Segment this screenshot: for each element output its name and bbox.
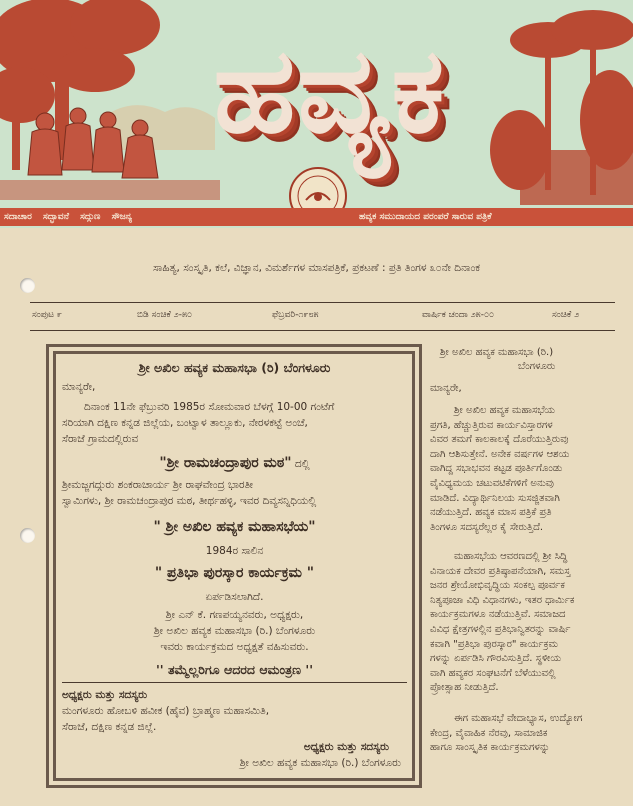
right-para3-line: ಹಾಗೂ ಸಾಂಸ್ಕೃತಿಕ ಕಾರ್ಯಕ್ರಮಗಳನ್ನು [430,742,550,754]
notice-year-line: 1984ರ ಸಾಲಿನ [205,545,264,557]
right-para2-line: ನಿತ್ಯಪೂಜಾ ವಿಧಿ ವಿಧಾನಗಳು, ಇತರ ಧಾರ್ಮಿಕ [430,594,575,606]
right-para2-line: ವಿವಿಧ ಕ್ಷೇತ್ರಗಳಲ್ಲಿನ ಪ್ರತಿಭಾನ್ವಿತರನ್ನು ವಾರ್ಷಿ [430,624,571,635]
right-para1-line: ಶ್ರೀ ಅಖಿಲ ಹವ್ಯಕ ಮಹಾಸಭೆಯ [454,405,555,416]
right-para1-line: ದಾಗಿ ಆಶಿಸುತ್ತೇನೆ. ಅನೇಕ ವರ್ಷಗಳ ಆಶಯ [430,448,570,460]
issue-number: ಸಂಚಿಕೆ ೨ [552,310,580,320]
notice-org-heading: ಶ್ರೀ ಅಖಿಲ ಹವ್ಯಕ ಮಹಾಸಭಾ (ರಿ) ಬೆಂಗಳೂರು [138,360,331,375]
notice-president-line: ಇವರು ಕಾರ್ಯಕ್ರಮದ ಅಧ್ಯಕ್ಷತೆ ವಹಿಸುವರು. [160,641,309,653]
slogan-5: ಹವ್ಯಕ ಸಮುದಾಯದ ಪರಂಪರೆ ಸಾರುವ ಪತ್ರಿಕೆ [359,212,492,222]
slogan-1: ಸದಾಚಾರ [4,212,32,222]
right-heading-1: ಶ್ರೀ ಅಖಿಲ ಹವ್ಯಕ ಮಹಾಸಭಾ (ರಿ.) [440,347,554,358]
right-salutation: ಮಾನ್ಯರೇ, [430,383,462,394]
right-para2-line: ವಿನಾಯಕ ದೇವರ ಪ್ರತಿಷ್ಠಾಪನೆಯಾಗಿ, ಸಮಸ್ತ [430,565,571,577]
tagline: ಸಾಹಿತ್ಯ, ಸಂಸ್ಕೃತಿ, ಕಲೆ, ವಿಜ್ಞಾನ, ವಿಮರ್ಶೆಗಳ ಮಾಸಪತ್ರಿಕೆ, ಪ್ರಕಟಣೆ : ಪ್ರತಿ ತಿಂಗಳ ೩೦ನೇ ದಿನಾಂಕ [153,262,480,274]
issue-volume: ಸಂಪುಟ ೯ [32,310,62,320]
right-para2-line: ಕವಾಗಿ "ಪ್ರತಿಭಾ ಪುರಸ್ಕಾರ" ಕಾರ್ಯಕ್ರಮ [430,638,559,650]
right-heading-2: ಬೆಂಗಳೂರು [518,361,556,372]
notice-venue-suffix: ದಲ್ಲಿ [294,458,310,470]
right-para1-line: ವಿವರ ತಮಗೆ ಕಾಲಕಾಲಕ್ಕೆ ದೊರೆಯುತ್ತಿರುವು [430,434,569,446]
notice-president-line: ಶ್ರೀ ಎನ್ ಕೆ. ಗಣಪಯ್ಯನವರು, ಅಧ್ಯಕ್ಷರು, [165,609,304,621]
right-para1-line: ತಿಂಗಳೂ ಸದಸ್ಯರೆಲ್ಲರ ಕೈ ಸೇರುತ್ತಿದೆ. [430,521,544,533]
notice-venue: "ಶ್ರೀ ರಾಮಚಂದ್ರಾಪುರ ಮಠ" [159,455,292,471]
issue-info [32,308,612,326]
issue-month: ಫೆಬ್ರವರಿ-೧೯೮೫ [272,310,319,320]
notice-swami-line: ಶ್ರೀಮಜ್ಜಗದ್ಗುರು ಶಂಕರಾಚಾರ್ಯ ಶ್ರೀ ರಾಘವೇಂದ್ರ ಭಾರತೀ [62,479,254,491]
slogan-strip [0,208,633,226]
slogan-4: ಸೌಜನ್ಯ [111,212,133,222]
right-para1-line: ಮಾಡಿದೆ. ವಿದ್ಯಾರ್ಥಿನಿಲಯ ಸುಸಜ್ಜಿತವಾಗಿ [430,492,560,504]
notice-president-line: ಶ್ರೀ ಅಖಿಲ ಹವ್ಯಕ ಮಹಾಸಭಾ (ರಿ.) ಬೆಂಗಳೂರು [153,625,316,637]
slogan-3: ಸದ್ಗುಣ [80,212,101,222]
notice-footer-line: ಸೆರಾಜೆ, ದಕ್ಷಿಣ ಕನ್ನಡ ಜಿಲ್ಲೆ. [62,721,157,733]
rule-top [30,302,615,303]
magazine-title: ಹವ್ಯಕ [213,21,447,159]
notice-salutation: ಮಾನ್ಯರೇ, [62,381,96,393]
notice-swami-line: ಸ್ವಾಮಿಗಳು, ಶ್ರೀ ರಾಮಚಂದ್ರಾಪುರ ಮಠ, ತೀರ್ಥಹಳ್ಳಿ, ಇವರ ದಿವ್ಯಸನ್ನಿಧಿಯಲ್ಲಿ [62,495,317,507]
right-para1-line: ಪ್ರಗತಿ, ಹೆಚ್ಚುತ್ತಿರುವ ಕಾರ್ಯವಿಸ್ತಾರಗಳ [430,419,553,431]
notice-arranged: ಏರ್ಪಡಿಸಲಾಗಿದೆ. [205,591,264,603]
right-para2-line: ಮಹಾಸಭೆಯ ಆವರಣದಲ್ಲಿ ಶ್ರೀ ಸಿದ್ಧಿ [454,551,568,562]
notice-award: " ಪ್ರತಿಭಾ ಪುರಸ್ಕಾರ ಕಾರ್ಯಕ್ರಮ " [154,565,315,581]
masthead [0,0,633,228]
right-para2-line: ಜನರ ಶ್ರೇಯೋಭಿವೃದ್ಧಿಯ ಸಂಕಲ್ಪ ಪೂರ್ವಕ [430,580,565,592]
right-para3-line: ಈಗ ಮಹಾಸಭೆ ವೇದಾಭ್ಯಾಸ, ಉದ್ಯೋಗ [454,713,583,724]
notice-footer-line: ಮಂಗಳೂರು ಹೋಬಳಿ ಹವೀಕ (ಹೈವ) ಬ್ರಾಹ್ಮಣ ಮಹಾಸಮಿತಿ, [62,705,270,717]
notice-invite: '' ತಮ್ಮೆಲ್ಲರಿಗೂ ಆದರದ ಆಮಂತ್ರಣ '' [155,662,314,677]
right-para2-line: ಗಳನ್ನು ಏರ್ಪಡಿಸಿ ಗೌರವಿಸುತ್ತಿದೆ. ಸ್ಥಳೀಯ [430,653,562,665]
binder-hole [20,528,35,543]
slogan-2: ಸದ್ಭಾವನೆ [43,212,69,222]
notice-content [62,360,407,772]
issue-annual-price: ವಾರ್ಷಿಕ ಚಂದಾ ೨೫-೦೦ [422,310,495,320]
right-para2-line: ವಾಗಿ ಹವ್ಯಕರ ಸಂಘಟನೆಗೆ ಬೆಳೆಯುವಲ್ಲಿ [430,667,556,679]
notice-footer-head: ಅಧ್ಯಕ್ಷರು ಮತ್ತು ಸದಸ್ಯರು [62,689,148,701]
notice-sign-head: ಅಧ್ಯಕ್ಷರು ಮತ್ತು ಸದಸ್ಯರು [303,741,389,753]
right-para1-line: ವಾಗಿದ್ದ ಸಭಾಭವನ ಕಟ್ಟಡ ಪೂರ್ತಿಗೊಂಡು [430,463,563,475]
right-column [430,346,618,801]
issue-single-copy: ಬಿಡಿ ಸಂಚಿಕೆ ೨-೫೦ [137,310,193,320]
notice-body-line: ಸೆರಾಜೆ ಗ್ರಾಮದಲ್ಲಿರುವ [62,433,139,445]
notice-sign-org: ಶ್ರೀ ಅಖಿಲ ಹವ್ಯಕ ಮಹಾಸಭಾ (ರಿ.) ಬೆಂಗಳೂರು [239,757,401,769]
right-para1-line: ನಡೆಯುತ್ತಿದೆ. ಹವ್ಯಕ ಮಾಸ ಪತ್ರಿಕೆ ಪ್ರತಿ [430,507,552,519]
right-para2-line: ಕಾರ್ಯಕ್ರಮಗಳೂ ನಡೆಯುತ್ತಿವೆ. ಸಮಾಜದ [430,609,566,621]
binder-hole [20,278,35,293]
right-para3-line: ಕೇಂದ್ರ, ವೈವಾಹಿಕ ನೆರವು, ಸಾಮಾಜಿಕ [430,727,548,739]
notice-divider [62,682,407,683]
notice-body-line: ಸರಿಯಾಗಿ ದಕ್ಷಿಣ ಕನ್ನಡ ಜಿಲ್ಲೆಯ, ಬಂಟ್ವಾಳ ತಾಲ್ಲೂಕು, ನೇರಳಕಟ್ಟೆ ಅಂಚೆ, [62,417,308,429]
right-para1-line: ವೈವಿಧ್ಯಮಯ ಚಟುವಟಿಕೆಗಳಿಗೆ ಅನುವು [430,478,554,489]
notice-sabha: " ಶ್ರೀ ಅಖಿಲ ಹವ್ಯಕ ಮಹಾಸಭೆಯ" [153,519,316,535]
rule-bottom [30,330,615,331]
notice-body-line: ದಿನಾಂಕ 11ನೇ ಫೆಬ್ರುವರಿ 1985ರ ಸೋಮವಾರ ಬೆಳಗ್ಗೆ 10-00 ಗಂಟೆಗೆ [84,401,335,413]
right-para2-line: ಪ್ರೋತ್ಸಾಹ ನೀಡುತ್ತಿದೆ. [430,682,499,694]
